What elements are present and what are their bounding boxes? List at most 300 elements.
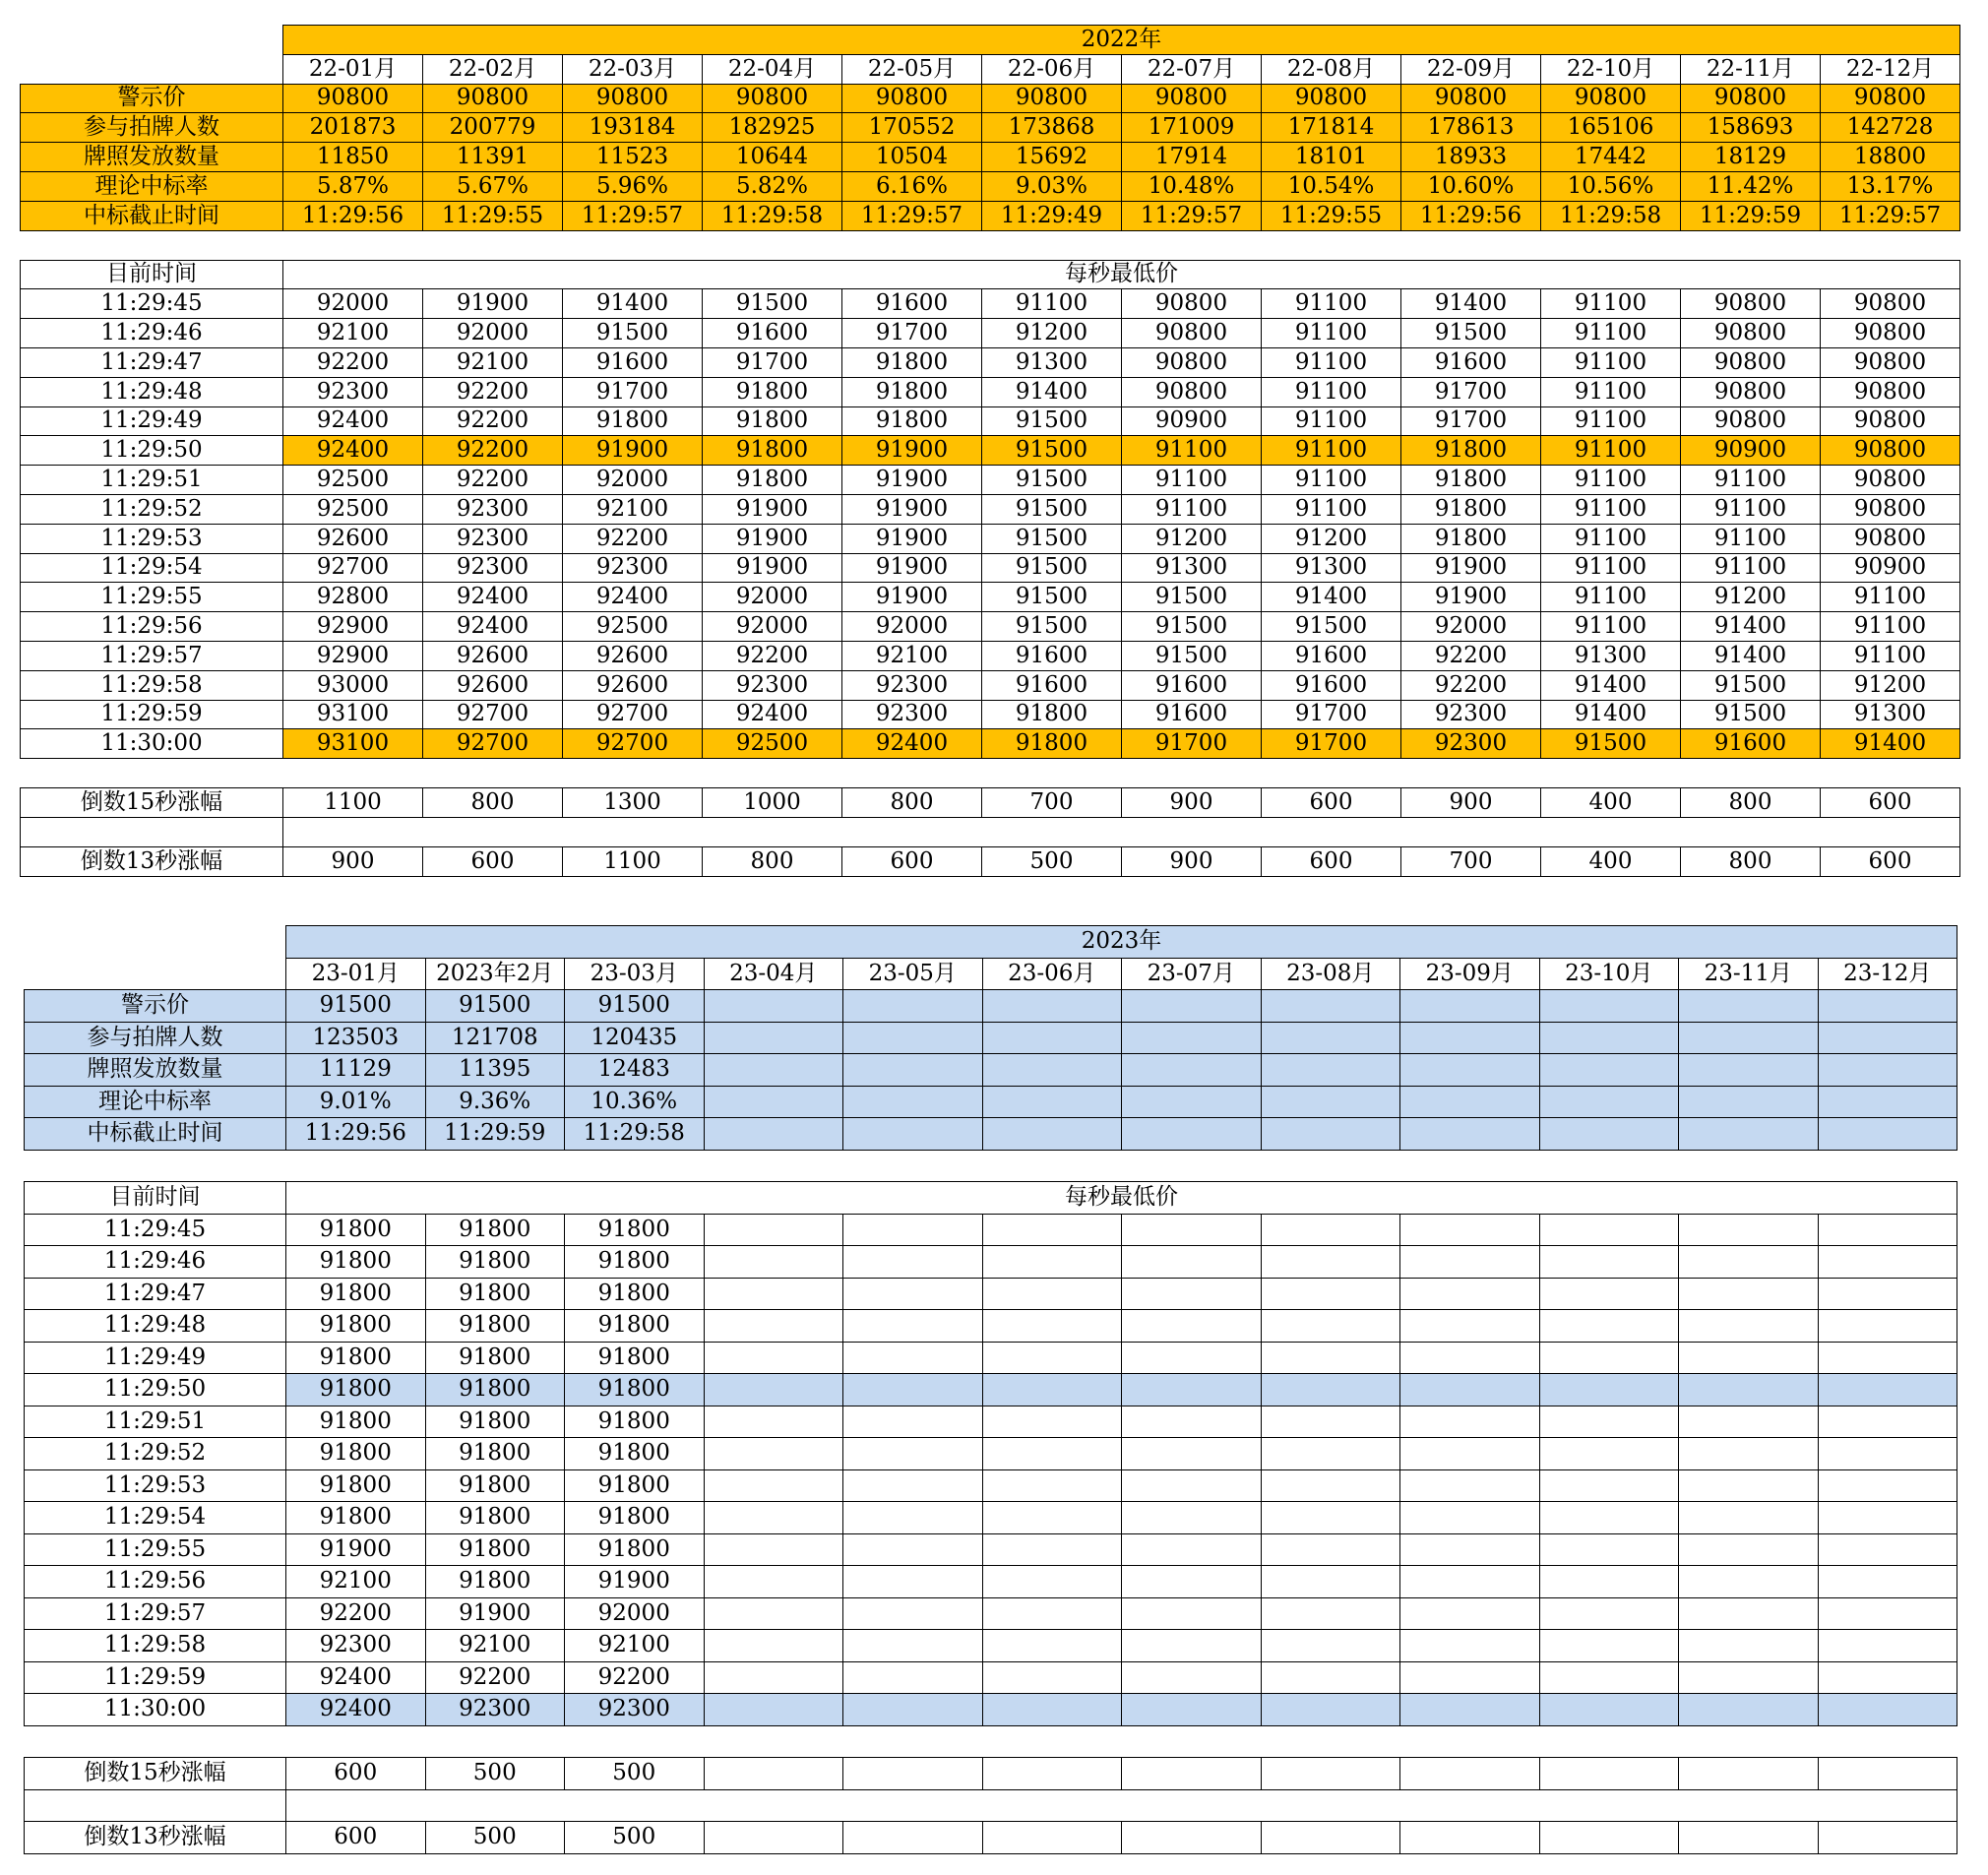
price-cell: 91500 [1122,612,1262,642]
stat-cell: 91500 [286,990,426,1023]
stat-cell: 11:29:57 [563,201,703,230]
price-cell: 92700 [423,729,563,759]
price-cell [843,1406,983,1438]
stat-cell [1400,1086,1540,1118]
price-cell: 92400 [563,583,703,612]
price-cell: 92700 [423,700,563,729]
price-cell: 91100 [1541,347,1681,377]
price-cell [704,1630,843,1662]
price-cell [704,1661,843,1694]
price-cell: 91200 [1681,583,1821,612]
rise13-row [21,846,1960,876]
price-row [25,1374,1957,1406]
stat-cell [1818,1054,1957,1087]
stat-cell [704,1054,843,1087]
price-cell [1539,1438,1679,1470]
rise15-label: 倒数15秒涨幅 [25,1758,286,1790]
stat-cell: 171814 [1262,113,1401,143]
price-cell: 91300 [1821,700,1960,729]
price-cell [1818,1278,1957,1310]
price-cell [1818,1661,1957,1694]
stat-cell: 170552 [842,113,982,143]
month-header: 22-08月 [1262,54,1401,84]
month-header: 22-04月 [703,54,842,84]
gap-cell [25,1789,286,1822]
stat-cell [1539,990,1679,1023]
price-cell [1818,1246,1957,1279]
month-header-row [21,54,1960,84]
price-row [21,700,1960,729]
price-cell: 91900 [842,466,982,495]
stat-cell: 17914 [1122,143,1262,172]
price-cell: 92400 [286,1661,426,1694]
price-cell [843,1533,983,1566]
price-cell: 91600 [1122,670,1262,700]
time-cell: 11:29:55 [21,583,283,612]
price-cell [843,1374,983,1406]
price-row [25,1694,1957,1726]
stat-cell [1122,1054,1262,1087]
price-cell [982,1661,1122,1694]
price-cell [1539,1246,1679,1279]
price-cell [1818,1469,1957,1502]
price-cell: 92200 [423,377,563,406]
price-cell: 92000 [703,583,842,612]
price-cell: 92300 [842,700,982,729]
year-header: 2022年 [283,26,1960,55]
price-cell: 92900 [283,641,423,670]
row-label: 中标截止时间 [21,201,283,230]
stat-cell: 10.48% [1122,171,1262,201]
stat-cell: 9.36% [425,1086,565,1118]
time-cell: 11:29:51 [25,1406,286,1438]
time-cell: 11:29:47 [21,347,283,377]
price-cell [704,1597,843,1630]
stat-cell: 5.87% [283,171,423,201]
price-cell: 91900 [286,1533,426,1566]
price-cell: 91500 [982,494,1122,524]
price-cell [1122,1374,1262,1406]
rise15-cell: 1300 [563,788,703,818]
stat-cell: 165106 [1541,113,1681,143]
corner-blank [21,26,283,55]
price-cell: 91400 [1401,289,1541,319]
price-cell: 90800 [1122,289,1262,319]
price-row [25,1533,1957,1566]
price-cell: 91100 [1122,436,1262,466]
rise13-cell: 600 [842,846,982,876]
price-cell: 92000 [703,612,842,642]
rise15-cell: 1000 [703,788,842,818]
stat-cell: 200779 [423,113,563,143]
price-cell: 92600 [563,641,703,670]
price-cell [1400,1469,1540,1502]
price-cell: 90900 [1681,436,1821,466]
month-header: 23-12月 [1818,958,1957,990]
stat-cell [843,1022,983,1054]
stat-cell: 18129 [1681,143,1821,172]
price-cell [1400,1502,1540,1534]
price-cell: 91800 [286,1469,426,1502]
stat-cell: 11:29:57 [1821,201,1960,230]
stat-cell [1539,1086,1679,1118]
price-cell: 91800 [703,466,842,495]
price-cell: 91600 [982,670,1122,700]
rise13-cell [1400,1822,1540,1854]
stat-cell: 201873 [283,113,423,143]
stat-cell: 171009 [1122,113,1262,143]
price-cell [843,1566,983,1598]
price-cell: 91800 [565,1469,705,1502]
price-cell: 91900 [842,524,982,553]
rise13-cell: 700 [1401,846,1541,876]
price-cell: 92000 [423,319,563,348]
price-cell: 91900 [842,553,982,583]
stat-cell: 5.82% [703,171,842,201]
price-cell: 91900 [842,494,982,524]
price-row [25,1438,1957,1470]
stat-cell: 120435 [565,1022,705,1054]
price-cell: 92500 [703,729,842,759]
price-cell [843,1438,983,1470]
price-cell [1539,1661,1679,1694]
price-cell: 91800 [565,1533,705,1566]
price-cell [704,1566,843,1598]
month-header: 22-03月 [563,54,703,84]
price-row [21,466,1960,495]
price-cell: 91500 [982,612,1122,642]
stat-cell [704,1118,843,1151]
price-cell [1261,1438,1400,1470]
price-cell: 91600 [563,347,703,377]
stat-cell [1539,1022,1679,1054]
stat-cell: 90800 [842,84,982,113]
stat-cell [982,1118,1122,1151]
time-cell: 11:29:45 [21,289,283,319]
price-cell: 92200 [423,406,563,436]
price-cell: 92500 [563,612,703,642]
rise13-cell: 400 [1541,846,1681,876]
price-cell: 91800 [425,1502,565,1534]
gap-cell [283,817,1960,846]
price-cell: 91800 [425,1246,565,1279]
stat-row-deadline [25,1118,1957,1151]
price-cell: 92300 [423,524,563,553]
rise15-cell: 400 [1541,788,1681,818]
stat-row-participants [21,113,1960,143]
price-cell [982,1374,1122,1406]
price-cell: 91800 [286,1342,426,1374]
row-label: 理论中标率 [25,1086,286,1118]
stat-cell: 90800 [1122,84,1262,113]
stat-cell [843,1086,983,1118]
gap-cell [286,1789,1957,1822]
price-cell: 91800 [563,406,703,436]
stat-cell: 90800 [563,84,703,113]
stat-cell: 11:29:55 [1262,201,1401,230]
price-cell [1400,1661,1540,1694]
price-row [21,583,1960,612]
price-cell: 91800 [286,1246,426,1279]
price-cell: 92600 [423,641,563,670]
gap-row [25,1789,1957,1822]
price-cell: 91900 [1401,583,1541,612]
price-cell: 91800 [565,1214,705,1246]
time-cell: 11:29:49 [25,1342,286,1374]
price-cell: 91400 [982,377,1122,406]
time-cell: 11:29:58 [25,1630,286,1662]
price-cell: 91500 [1681,670,1821,700]
price-cell [1818,1214,1957,1246]
price-cell: 91800 [286,1438,426,1470]
stat-cell: 182925 [703,113,842,143]
price-cell: 91500 [1262,612,1401,642]
rise13-cell [982,1822,1122,1854]
price-cell [704,1278,843,1310]
price-cell: 91500 [1681,700,1821,729]
stat-cell: 5.96% [563,171,703,201]
stat-cell: 173868 [982,113,1122,143]
price-cell: 91500 [563,319,703,348]
price-cell: 92000 [1401,612,1541,642]
price-cell: 92300 [842,670,982,700]
row-label: 警示价 [21,84,283,113]
price-cell [1818,1438,1957,1470]
price-cell: 91100 [1681,466,1821,495]
min-price-header: 每秒最低价 [283,260,1960,289]
price-cell: 91800 [565,1278,705,1310]
price-row [21,406,1960,436]
price-cell: 92300 [425,1694,565,1726]
price-row [21,524,1960,553]
rise15-cell: 1100 [283,788,423,818]
rise15-cell [1400,1758,1540,1790]
stat-row-plates [25,1054,1957,1087]
price-cell [1400,1438,1540,1470]
spacer [21,759,1960,788]
price-cell [982,1630,1122,1662]
row-label: 牌照发放数量 [21,143,283,172]
year-header-row [21,26,1960,55]
rise15-row [21,788,1960,818]
table-2022 [20,25,1960,877]
stat-cell [1679,1054,1819,1087]
price-cell: 92100 [286,1566,426,1598]
price-cell: 91800 [565,1310,705,1343]
price-cell: 91500 [982,524,1122,553]
stat-cell: 5.67% [423,171,563,201]
price-cell: 90800 [1821,377,1960,406]
price-cell: 91600 [1262,670,1401,700]
month-header: 23-05月 [843,958,983,990]
rise15-cell: 500 [565,1758,705,1790]
stat-cell [1261,1086,1400,1118]
rise15-cell [1261,1758,1400,1790]
stat-cell: 90800 [1821,84,1960,113]
time-cell: 11:29:53 [21,524,283,553]
price-cell: 91300 [1541,641,1681,670]
price-cell: 91600 [703,319,842,348]
price-cell [1400,1533,1540,1566]
price-cell [1261,1694,1400,1726]
price-cell [982,1438,1122,1470]
price-cell [1122,1630,1262,1662]
time-cell: 11:29:54 [21,553,283,583]
rise13-cell [1261,1822,1400,1854]
stat-cell [1539,1118,1679,1151]
price-cell [1400,1310,1540,1343]
price-cell: 90800 [1681,347,1821,377]
price-cell [1539,1469,1679,1502]
price-cell [1122,1310,1262,1343]
stat-cell [1818,1086,1957,1118]
stat-cell [1122,990,1262,1023]
stat-cell [1818,1022,1957,1054]
price-cell: 91500 [1401,319,1541,348]
time-cell: 11:29:55 [25,1533,286,1566]
row-label: 中标截止时间 [25,1118,286,1151]
price-cell: 91100 [1541,553,1681,583]
time-cell: 11:29:50 [25,1374,286,1406]
stat-cell: 10.54% [1262,171,1401,201]
rise13-cell: 500 [425,1822,565,1854]
price-cell: 92200 [423,466,563,495]
price-cell: 91400 [1821,729,1960,759]
price-row [25,1406,1957,1438]
month-header: 22-09月 [1401,54,1541,84]
price-cell [843,1342,983,1374]
price-cell [1400,1597,1540,1630]
price-cell [1539,1533,1679,1566]
min-price-header: 每秒最低价 [286,1182,1957,1215]
time-cell: 11:29:52 [21,494,283,524]
price-row [25,1502,1957,1534]
price-cell: 92100 [423,347,563,377]
rise13-cell: 500 [982,846,1122,876]
price-cell: 91100 [1262,319,1401,348]
price-cell [704,1406,843,1438]
stat-cell [1679,990,1819,1023]
price-cell: 90800 [1821,347,1960,377]
stat-cell [1261,1054,1400,1087]
price-cell: 91100 [1262,347,1401,377]
stat-cell: 121708 [425,1022,565,1054]
stat-cell: 10.60% [1401,171,1541,201]
month-header: 22-02月 [423,54,563,84]
price-cell: 91400 [1681,612,1821,642]
price-cell [982,1469,1122,1502]
price-cell [1679,1278,1819,1310]
time-cell: 11:29:47 [25,1278,286,1310]
price-cell: 91300 [982,347,1122,377]
month-header: 22-05月 [842,54,982,84]
price-cell: 91800 [1401,436,1541,466]
price-cell: 92400 [423,583,563,612]
price-cell [1122,1438,1262,1470]
row-label: 参与拍牌人数 [21,113,283,143]
price-cell: 91800 [425,1533,565,1566]
price-cell: 92500 [283,494,423,524]
price-cell: 91900 [703,524,842,553]
price-cell [1539,1310,1679,1343]
price-cell [1122,1502,1262,1534]
stat-cell [1679,1086,1819,1118]
price-cell [1400,1246,1540,1279]
price-cell [1539,1374,1679,1406]
price-cell [1261,1661,1400,1694]
price-cell: 92000 [563,466,703,495]
price-row [25,1630,1957,1662]
stat-row-participants [25,1022,1957,1054]
stat-cell [1679,1118,1819,1151]
price-cell: 91700 [703,347,842,377]
price-cell [1400,1630,1540,1662]
price-cell: 91800 [286,1310,426,1343]
price-cell [1679,1597,1819,1630]
rise13-cell: 600 [1821,846,1960,876]
price-cell: 92700 [283,553,423,583]
price-cell: 92800 [283,583,423,612]
stat-cell [1122,1022,1262,1054]
price-cell [1122,1566,1262,1598]
time-cell: 11:29:59 [25,1661,286,1694]
price-cell [1539,1630,1679,1662]
price-cell: 90800 [1821,406,1960,436]
price-cell: 91600 [842,289,982,319]
price-row [21,347,1960,377]
stat-cell: 11:29:59 [1681,201,1821,230]
stat-cell: 90800 [1541,84,1681,113]
price-cell: 91800 [286,1214,426,1246]
price-cell [1539,1278,1679,1310]
price-cell [704,1694,843,1726]
stat-row-warning-price [25,990,1957,1023]
spacer [25,1150,1957,1182]
price-row [21,612,1960,642]
price-cell: 90800 [1821,289,1960,319]
time-cell: 11:29:57 [25,1597,286,1630]
stat-cell: 142728 [1821,113,1960,143]
price-cell [1539,1406,1679,1438]
price-row [21,319,1960,348]
price-cell: 91800 [425,1214,565,1246]
stat-cell: 11:29:58 [1541,201,1681,230]
month-header: 2023年2月 [425,958,565,990]
price-cell: 91900 [703,553,842,583]
price-cell: 90800 [1821,319,1960,348]
current-time-header: 目前时间 [21,260,283,289]
price-cell: 91700 [842,319,982,348]
stat-cell: 193184 [563,113,703,143]
stat-cell: 13.17% [1821,171,1960,201]
price-cell: 91800 [703,377,842,406]
month-header: 23-01月 [286,958,426,990]
price-cell: 91100 [1541,377,1681,406]
price-cell [982,1342,1122,1374]
price-cell: 91600 [1401,347,1541,377]
time-header-row [21,260,1960,289]
price-cell: 91400 [1541,700,1681,729]
rise13-cell: 800 [1681,846,1821,876]
rise15-cell [1122,1758,1262,1790]
price-cell: 91500 [703,289,842,319]
price-cell: 91100 [1541,319,1681,348]
price-row [21,553,1960,583]
price-cell: 92200 [286,1597,426,1630]
price-cell [1261,1630,1400,1662]
time-cell: 11:29:45 [25,1214,286,1246]
price-cell: 91800 [425,1469,565,1502]
